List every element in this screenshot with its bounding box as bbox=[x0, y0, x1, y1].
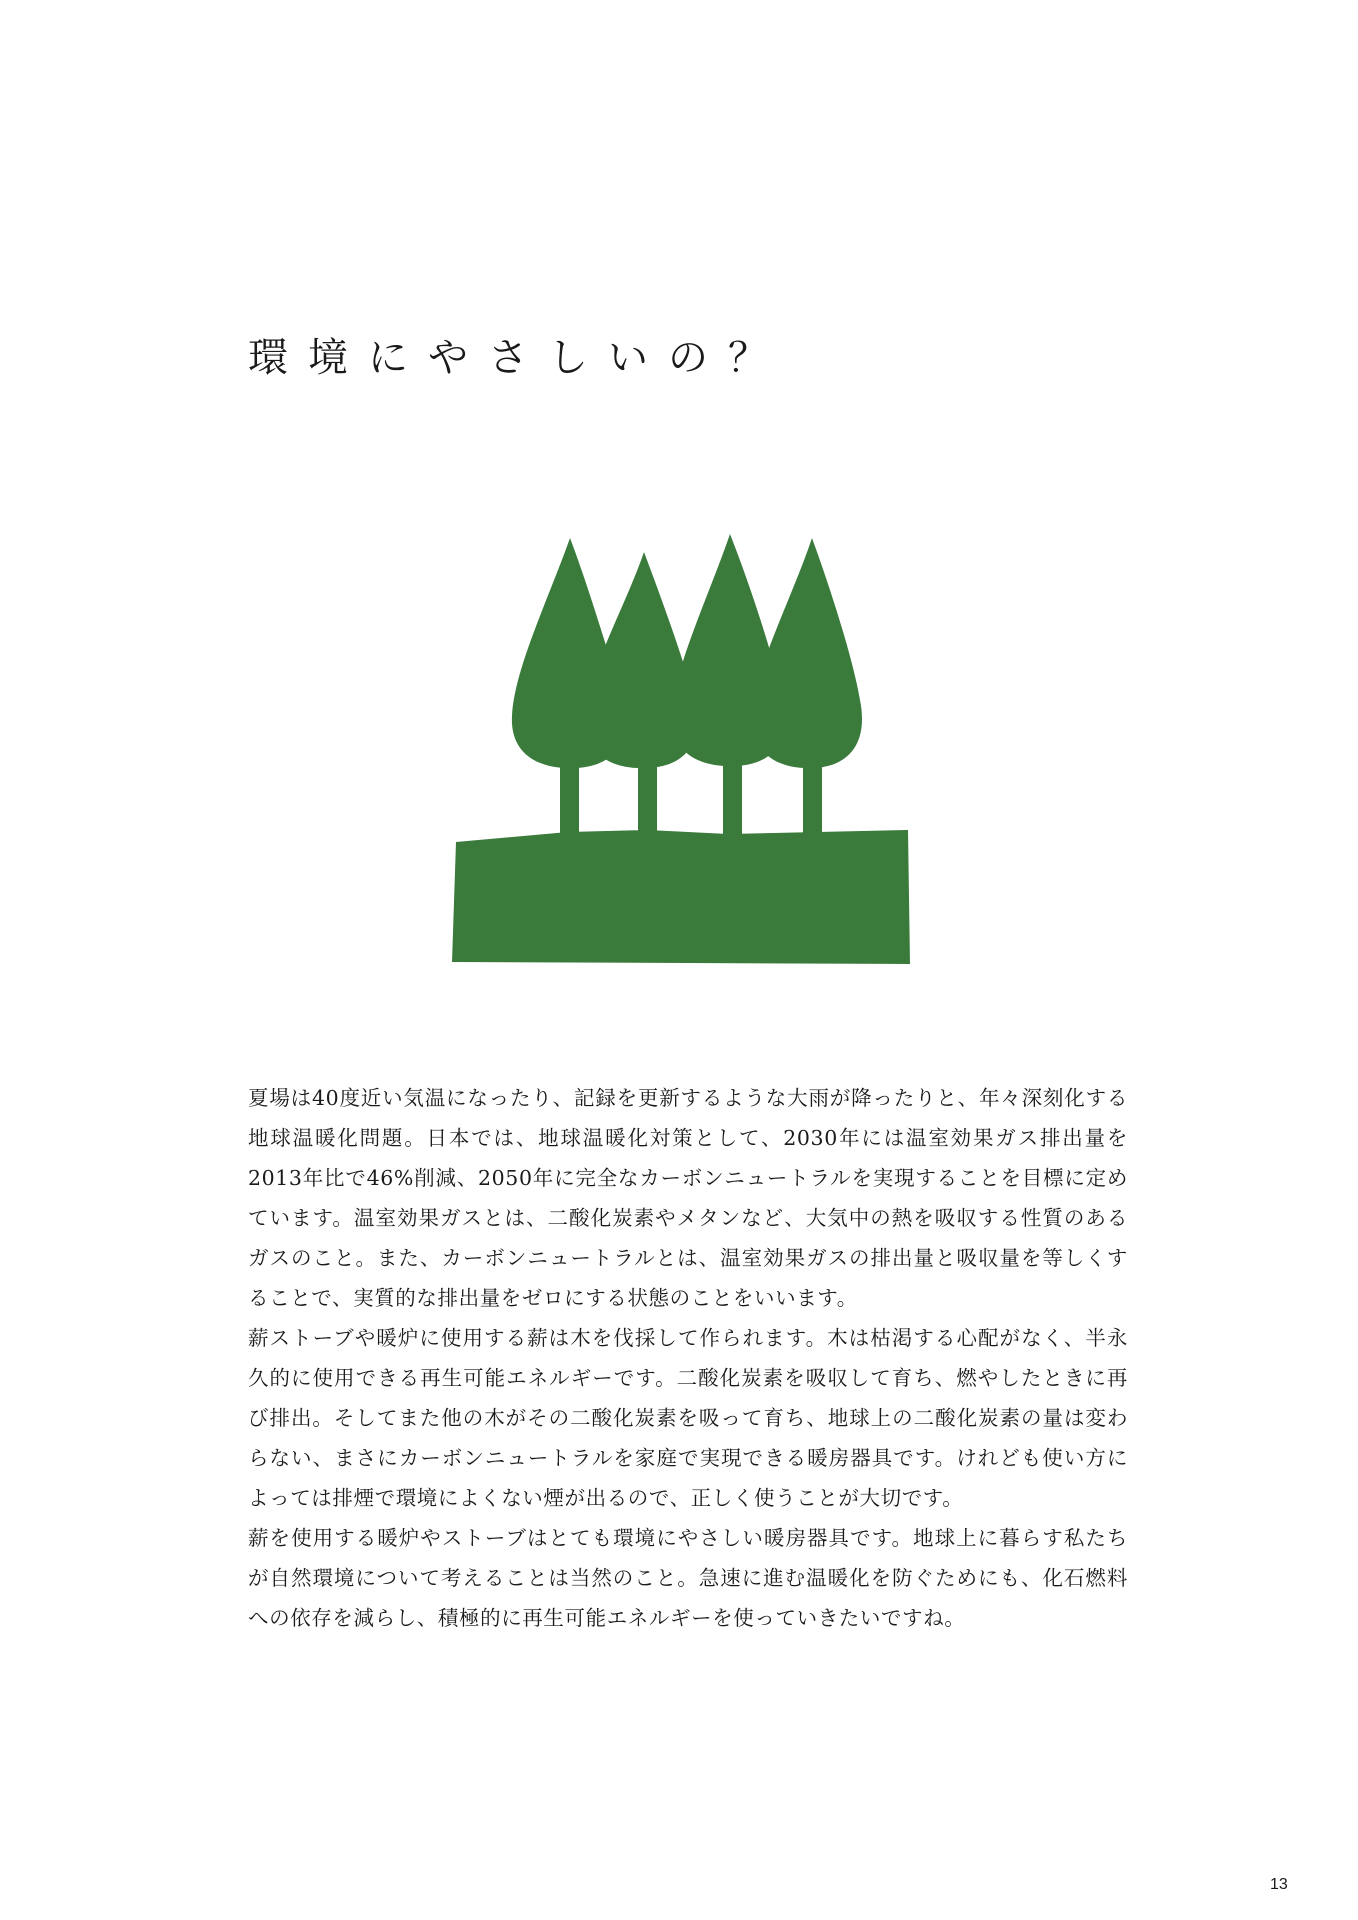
paragraph: 夏場は40度近い気温になったり、記録を更新するような大雨が降ったりと、年々深刻化する地球温暖化問題。日本では、地球温暖化対策として、2030年には温室効果ガス排出量を2013年比で46%削減、2050年に完全なカーボンニュートラルを実現することを目標に定めています。温室効果ガスとは、二酸化炭素やメタンなど、大気中の熱を吸収する性質のあるガスのこと。また、カーボンニュートラルとは、温室効果ガスの排出量と吸収量を等しくすることで、実質的な排出量をゼロにする状態のことをいいます。 bbox=[248, 1086, 1128, 1310]
body-text bbox=[248, 1078, 1128, 1638]
trees-illustration bbox=[448, 530, 912, 966]
page-number: 13 bbox=[1270, 1876, 1288, 1893]
trees-icon bbox=[448, 530, 912, 966]
paragraph: 薪を使用する暖炉やストーブはとても環境にやさしい暖房器具です。地球上に暮らす私たちが自然環境について考えることは当然のこと。急速に進む温暖化を防ぐためにも、化石燃料への依存を減らし、積極的に再生可能エネルギーを使っていきたいですね。 bbox=[248, 1526, 1128, 1630]
tree-canopy bbox=[752, 538, 862, 768]
page-title: 環境にやさしいの？ bbox=[248, 335, 788, 381]
ground-block bbox=[452, 830, 910, 964]
paragraph: 薪ストーブや暖炉に使用する薪は木を伐採して作られます。木は枯渇する心配がなく、半永久的に使用できる再生可能エネルギーです。二酸化炭素を吸収して育ち、燃やしたときに再び排出。そしてまた他の木がその二酸化炭素を吸って育ち、地球上の二酸化炭素の量は変わらない、まさにカーボンニュートラルを家庭で実現できる暖房器具です。けれども使い方によっては排煙で環境によくない煙が出るので、正しく使うことが大切です。 bbox=[248, 1326, 1128, 1510]
